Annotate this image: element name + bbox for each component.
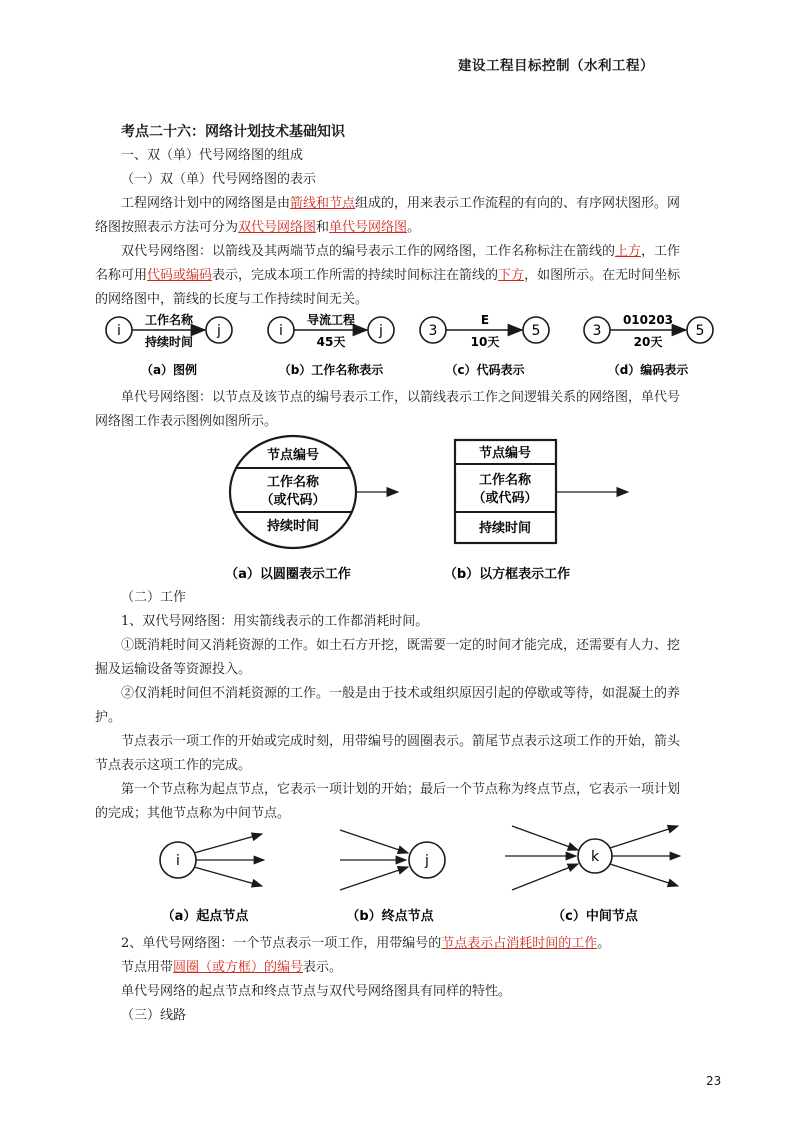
- work-duration: 20天: [633, 335, 663, 349]
- highlight: 双代号网络图: [238, 220, 317, 235]
- caption-c: （c）代码表示: [445, 363, 525, 377]
- paragraph-6-line-2: 护。: [95, 710, 122, 725]
- paragraph-7-line-2: 节点表示这项工作的完成。: [95, 758, 252, 773]
- out-arrow: [610, 864, 678, 886]
- work-duration: 持续时间: [144, 335, 194, 349]
- box-node-form: [444, 440, 628, 582]
- in-arrow: [340, 867, 408, 890]
- work-duration: 45天: [316, 335, 346, 349]
- paragraph-1-line-2: [95, 220, 420, 236]
- node-number-label: 节点编号: [478, 446, 532, 461]
- text: 。: [407, 220, 421, 235]
- paragraph-8-line-1: 第一个节点称为起点节点，它表示一项计划的开始；最后一个节点称为终点节点，它表示一项计划: [121, 782, 681, 797]
- text: 工程网络计划中的网络图是由: [121, 196, 291, 211]
- text: 组成的，用来表示工作流程的有向的、有序网状图形。网: [355, 196, 681, 211]
- paragraph-11: 单代号网络的起点节点和终点节点与双代号网络图具有同样的特性。: [121, 984, 512, 999]
- paragraph-10: [121, 960, 342, 976]
- highlight: 节点表示占消耗时间的工作: [441, 936, 598, 951]
- caption-b: （b）工作名称表示: [278, 363, 384, 377]
- node-label: j: [379, 323, 383, 339]
- paragraph-5-line-2: 掘及运输设备等资源投入。: [95, 662, 252, 677]
- in-arrow: [512, 826, 578, 850]
- node-label: j: [425, 853, 429, 869]
- highlight: 箭线和节点: [290, 196, 356, 211]
- text: 表示，完成本项工作所需的持续时间标注在箭线的: [212, 268, 499, 283]
- work-code-label: （或代码）: [472, 491, 538, 506]
- duration-label: 持续时间: [478, 521, 532, 536]
- node-label: i: [279, 323, 283, 339]
- work-name-label: 工作名称: [478, 473, 532, 488]
- caption-a: （a）图例: [140, 363, 198, 377]
- work-duration: 10天: [470, 335, 500, 349]
- caption-end-node: （b）终点节点: [346, 909, 434, 924]
- text: 络图按照表示方法可分为: [95, 220, 239, 235]
- text: 和: [316, 220, 330, 235]
- paragraph-2-line-3: 的网络图中，箭线的长度与工作持续时间无关。: [95, 292, 369, 307]
- paragraph-9: [121, 936, 610, 952]
- text: 名称可用: [95, 268, 148, 283]
- figure-node-types: [150, 820, 690, 932]
- figure-double-code-arrows: [95, 308, 735, 384]
- paragraph-1-line-1: [121, 196, 680, 212]
- work-code: E: [480, 313, 490, 327]
- in-arrow: [340, 830, 408, 853]
- highlight: 单代号网络图: [329, 220, 408, 235]
- circle-node-form: [225, 436, 398, 582]
- heading-3: （三）线路: [121, 1008, 187, 1023]
- text: ，工作: [641, 244, 681, 259]
- node-label: i: [117, 323, 121, 339]
- paragraph-2-line-1: [121, 244, 680, 260]
- work-name: 工作名称: [144, 313, 194, 327]
- highlight: 上方: [615, 244, 642, 259]
- node-label: 5: [695, 323, 705, 339]
- node-number-label: 节点编号: [266, 448, 320, 463]
- node-label: 3: [428, 323, 438, 339]
- running-header: 建设工程目标控制（水利工程）: [458, 58, 654, 74]
- paragraph-3-line-1: 单代号网络图：以节点及该节点的编号表示工作，以箭线表示工作之间逻辑关系的网络图，单代号: [121, 390, 681, 405]
- highlight: 圆圈（或方框）的编号: [173, 960, 304, 975]
- node-label: j: [217, 323, 221, 339]
- paragraph-7-line-1: 节点表示一项工作的开始或完成时刻，用带编号的圆圈表示。箭尾节点表示这项工作的开始，箭头: [121, 734, 681, 749]
- section-title: 考点二十六：网络计划技术基础知识: [121, 124, 345, 140]
- duration-label: 持续时间: [266, 519, 320, 534]
- paragraph-3-line-2: 网络图工作表示图例如图所示。: [95, 414, 278, 429]
- text: 节点用带: [121, 960, 174, 975]
- node-label: 3: [592, 323, 602, 339]
- in-arrow: [512, 864, 578, 890]
- page-number: 23: [706, 1074, 722, 1088]
- out-arrow: [194, 867, 262, 886]
- work-name-label: 工作名称: [266, 475, 320, 490]
- work-code: 010203: [622, 313, 674, 327]
- out-arrow: [194, 834, 262, 853]
- work-name: 导流工程: [306, 313, 356, 327]
- highlight: 代码或编码: [147, 268, 213, 283]
- paragraph-2-line-2: [95, 268, 680, 284]
- paragraph-6-line-1: ②仅消耗时间但不消耗资源的工作。一般是由于技术或组织原因引起的停歇或等待，如混凝土的养: [121, 686, 681, 701]
- text: 表示。: [303, 960, 343, 975]
- caption-start-node: （a）起点节点: [161, 909, 249, 924]
- node-label: i: [176, 853, 180, 869]
- paragraph-4: 1、双代号网络图：用实箭线表示的工作都消耗时间。: [121, 614, 429, 629]
- caption-circle: （a）以圆圈表示工作: [225, 567, 351, 582]
- text: ，如图所示。在无时间坐标: [524, 268, 681, 283]
- figure-single-code-nodes: [200, 432, 640, 584]
- text: 2、单代号网络图：一个节点表示一项工作，用带编号的: [121, 936, 442, 951]
- node-label: k: [590, 849, 600, 865]
- caption-box: （b）以方框表示工作: [443, 567, 571, 582]
- heading-1: 一、双（单）代号网络图的组成: [121, 148, 304, 163]
- caption-intermediate-node: （c）中间节点: [552, 909, 638, 924]
- highlight: 下方: [498, 268, 525, 283]
- paragraph-8-line-2: 的完成；其他节点称为中间节点。: [95, 806, 291, 821]
- text: 双代号网络图：以箭线及其两端节点的编号表示工作的网络图，工作名称标注在箭线的: [121, 244, 616, 259]
- caption-d: （d）编码表示: [607, 363, 689, 377]
- text: 。: [597, 936, 611, 951]
- out-arrow: [610, 826, 678, 848]
- node-label: 5: [531, 323, 541, 339]
- heading-1-1: （一）双（单）代号网络图的表示: [121, 172, 317, 187]
- paragraph-5-line-1: ①既消耗时间又消耗资源的工作。如土石方开挖，既需要一定的时间才能完成，还需要有人力、挖: [121, 638, 681, 653]
- work-code-label: （或代码）: [260, 493, 326, 508]
- heading-2: （二）工作: [121, 590, 187, 605]
